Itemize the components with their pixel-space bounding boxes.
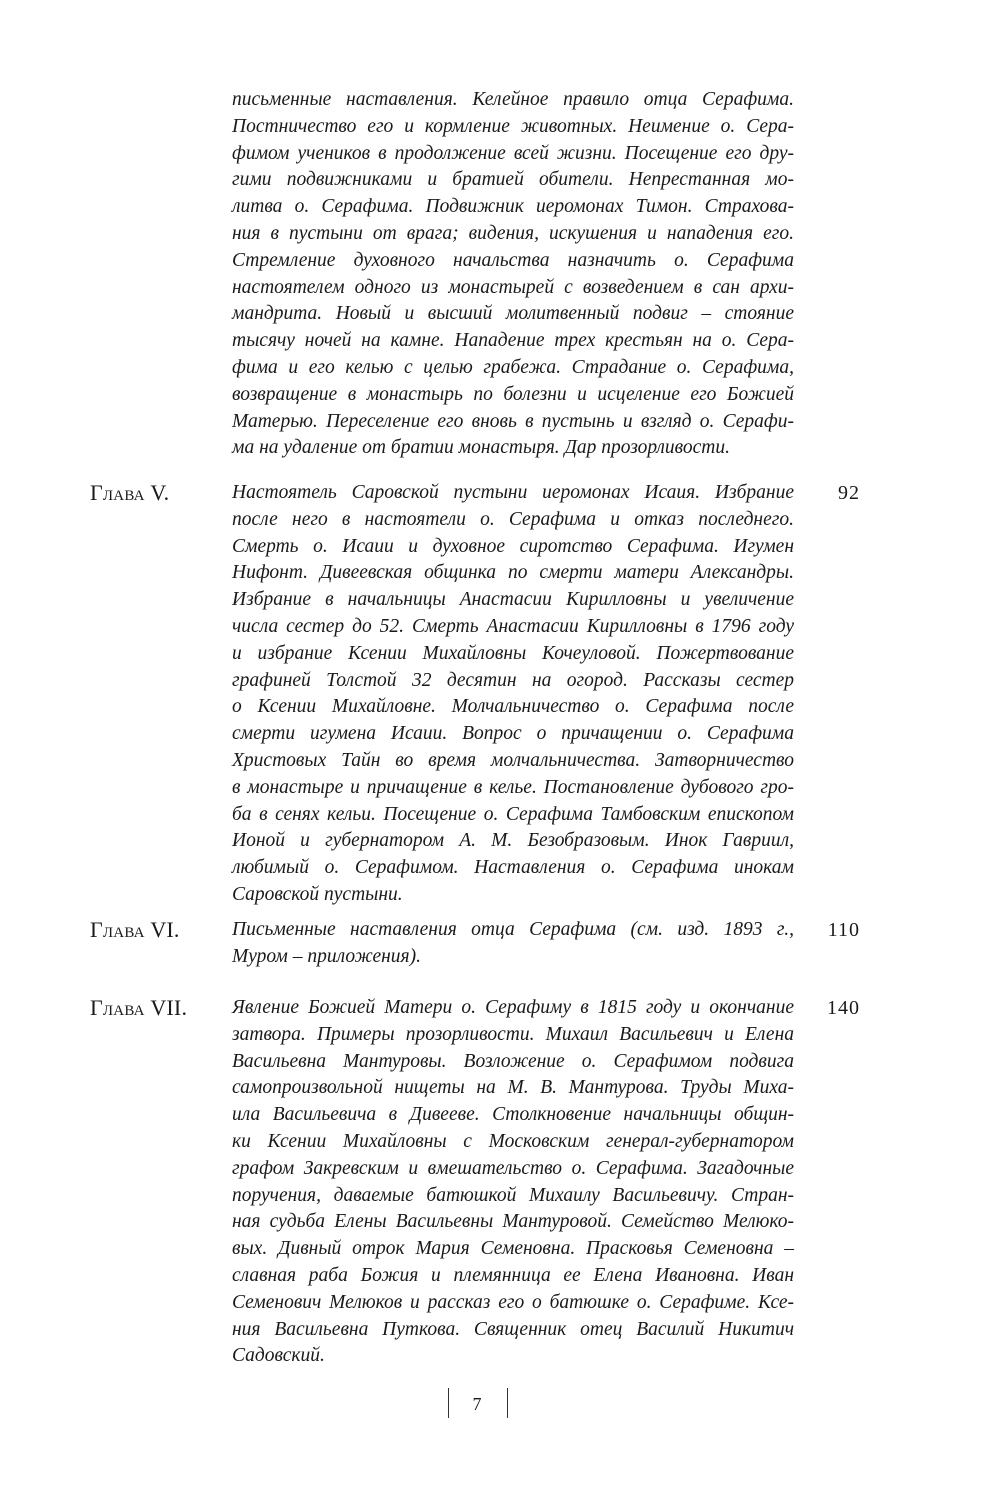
text-line: и избрание Ксении Михайловны Кочеуловой. Пожертвование <box>232 642 794 664</box>
text-line: ма на удаление от братии монастыря. Дар прозорливости. <box>232 437 730 459</box>
text-line: ная судьба Елены Васильевны Мантуровой. Семейство Мелюко- <box>232 1211 794 1233</box>
text-line: письменные наставления. Келейное правило отца Серафима. <box>232 89 794 110</box>
page-number: 92 <box>838 482 860 504</box>
chapter-summary <box>232 995 794 1370</box>
text-line: Нифонт. Дивеевская общинка по смерти матери Александры. <box>232 562 794 584</box>
text-line: Ионой и губернатором А. М. Безобразовым. Инок Гавриил, <box>232 830 794 852</box>
text-line: Явление Божией Матери о. Серафиму в 1815 году и окончание <box>232 997 794 1018</box>
text-line: вых. Дивный отрок Мария Семеновна. Прасковья Семеновна – <box>232 1238 794 1260</box>
text-line: после него в настоятели о. Серафима и отказ последнего. <box>232 508 794 530</box>
text-line: мандрита. Новый и высший молитвенный подвиг – стояние <box>232 303 794 325</box>
chapter-label: Глава VII. <box>90 995 188 1020</box>
text-line: в монастыре и причащение в келье. Постановление дубового гро- <box>232 776 794 798</box>
text-line: Садовский. <box>232 1345 325 1367</box>
text-line: поручения, даваемые батюшкой Михаилу Васильевичу. Стран- <box>232 1184 794 1206</box>
chapter-label: Глава VI. <box>90 917 180 942</box>
folio-number: 7 <box>472 1394 482 1414</box>
text-line: Семенович Мелюков и рассказ его о батюшке о. Серафиме. Ксе- <box>232 1291 794 1313</box>
chapter-label: Глава V. <box>90 480 170 505</box>
text-line: Христовых Тайн во время молчальничества. Затворничество <box>232 749 794 771</box>
text-line: ба в сенях кельи. Посещение о. Серафима Тамбовским епископом <box>232 803 794 825</box>
text-line: Письменные наставления отца Серафима (см. изд. 1893 г., <box>232 919 794 940</box>
text-line: Васильевна Мантуровы. Возложение о. Серафимом подвига <box>232 1050 794 1072</box>
text-line: графиней Толстой 32 десятин на огород. Рассказы сестер <box>232 669 794 691</box>
text-line: фимом учеников в продолжение всей жизни. Посещение его дру- <box>232 142 794 164</box>
text-line: Постничество его и кормление животных. Неимение о. Сера- <box>232 115 794 137</box>
chapter-summary <box>232 480 794 909</box>
text-line: ки Ксении Михайловны с Московским генерал-губернатором <box>232 1130 794 1152</box>
text-line: любимый о. Серафимом. Наставления о. Серафима инокам <box>232 857 794 879</box>
text-line: гими подвижниками и братией обители. Непрестанная мо- <box>232 169 794 191</box>
text-line: числа сестер до 52. Смерть Анастасии Кирилловны в 1796 году <box>232 615 794 637</box>
text-line: затвора. Примеры прозорливости. Михаил Васильевич и Елена <box>232 1023 794 1045</box>
text-line: Саровской пустыни. <box>232 883 403 905</box>
folio-rule-right <box>507 1388 508 1418</box>
text-line: ния в пустыни от врага; видения, искушения и нападения его. <box>232 222 794 244</box>
text-line: тысячу ночей на камне. Нападение трех крестьян на о. Сера- <box>232 330 794 352</box>
text-line: ила Васильевича в Дивееве. Столкновение начальницы общин- <box>232 1104 794 1126</box>
text-line: Матерью. Переселение его вновь в пустынь и взгляд о. Серафи- <box>232 410 794 432</box>
text-line: фима и его келью с целью грабежа. Страдание о. Серафима, <box>232 356 794 378</box>
text-line: Муром – приложения). <box>232 945 421 967</box>
text-line: о Ксении Михайловне. Молчальничество о. Серафима после <box>232 696 794 718</box>
page-number: 140 <box>827 997 860 1019</box>
text-line: Настоятель Саровской пустыни иеромонах Исаия. Избрание <box>232 482 794 503</box>
folio <box>440 1388 514 1422</box>
text-line: самопроизвольной нищеты на М. В. Мантурова. Труды Миха- <box>232 1077 794 1099</box>
chapter-iv-summary-continuation <box>232 87 794 462</box>
text-line: смерти игумена Исаии. Вопрос о причащении о. Серафима <box>232 723 794 745</box>
text-line: графом Закревским и вмешательство о. Серафима. Загадочные <box>232 1157 794 1179</box>
text-line: Избрание в начальницы Анастасии Кирилловны и увеличение <box>232 589 794 611</box>
text-line: славная раба Божия и племянница ее Елена Ивановна. Иван <box>232 1264 794 1286</box>
chapter-summary <box>232 917 794 971</box>
page-number: 110 <box>827 919 860 941</box>
text-line: ния Васильевна Путкова. Священник отец Василий Никитич <box>232 1318 794 1340</box>
text-line: возвращение в монастырь по болезни и исцеление его Божией <box>232 383 794 405</box>
text-line: Смерть о. Исаии и духовное сиротство Серафима. Игумен <box>232 535 794 557</box>
text-line: Стремление духовного начальства назначить о. Серафима <box>232 249 794 271</box>
text-line: литва о. Серафима. Подвижник иеромонах Тимон. Страхова- <box>232 196 794 218</box>
text-line: настоятелем одного из монастырей с возведением в сан архи- <box>232 276 794 298</box>
